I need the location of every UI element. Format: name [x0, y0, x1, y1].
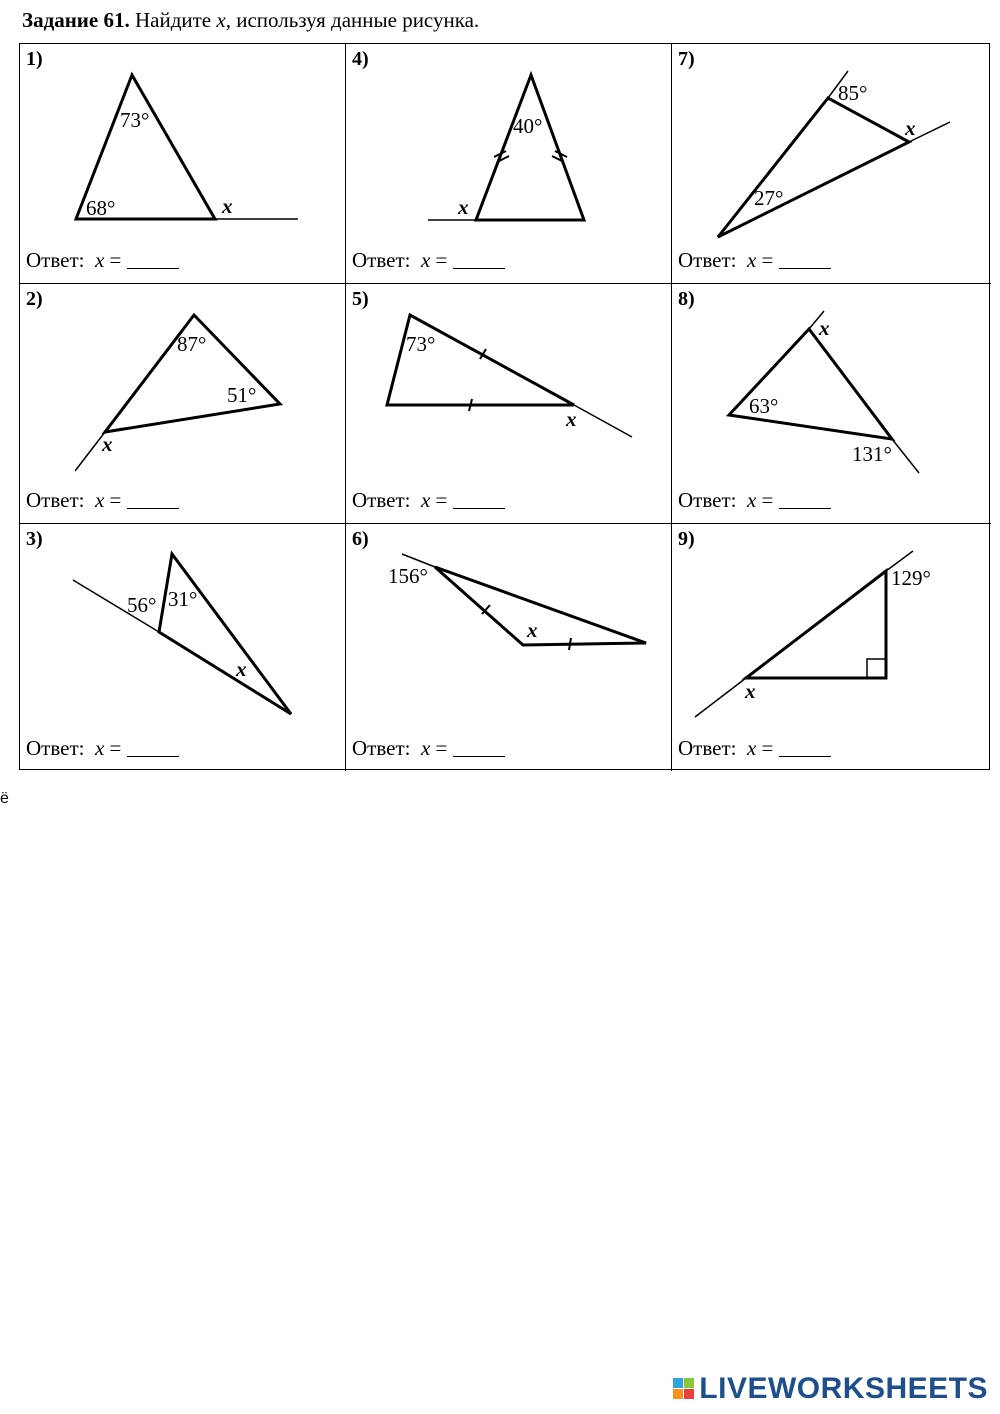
triangle-figure-4 — [346, 44, 672, 244]
answer-label: Ответ: — [26, 488, 95, 512]
instruction-text-end: , используя данные рисунка. — [225, 8, 480, 32]
answer-blank[interactable] — [453, 250, 505, 269]
answer-label: Ответ: — [352, 736, 421, 760]
angle-label: 156° — [388, 564, 428, 588]
triangle-figure-9 — [672, 524, 991, 724]
liveworksheets-logo — [673, 1372, 988, 1406]
answer-variable: x — [746, 488, 757, 512]
unknown-angle-label: x — [102, 432, 113, 456]
angle-label: 68° — [86, 196, 116, 220]
unknown-angle-label: x — [745, 679, 756, 703]
triangle-figure-3 — [20, 524, 346, 724]
unknown-angle-label: x — [566, 407, 577, 431]
answer-line — [26, 736, 179, 761]
unknown-angle-label: x — [819, 316, 830, 340]
answer-label: Ответ: — [678, 736, 747, 760]
problem-number: 1) — [26, 48, 43, 70]
problem-number: 6) — [352, 528, 369, 550]
angle-label: 40° — [513, 114, 543, 138]
angle-label: 63° — [749, 394, 779, 418]
problem-number: 3) — [26, 528, 43, 550]
angle-label: 73° — [120, 108, 150, 132]
answer-variable: x — [420, 736, 431, 760]
task-heading — [22, 8, 479, 33]
unknown-angle-label: x — [222, 194, 233, 218]
problem-cell-1 — [20, 44, 346, 284]
logo-icon — [673, 1378, 695, 1400]
answer-variable: x — [746, 736, 757, 760]
answer-line — [352, 488, 505, 513]
answer-equals: = — [756, 488, 779, 512]
problem-number: 7) — [678, 48, 695, 70]
answer-blank[interactable] — [779, 250, 831, 269]
problem-number: 2) — [26, 288, 43, 310]
answer-blank[interactable] — [127, 490, 179, 509]
triangle-figure-2 — [20, 284, 346, 484]
answer-line — [26, 488, 179, 513]
problem-cell-3 — [20, 524, 346, 771]
angle-label: 31° — [168, 587, 198, 611]
angle-label: 131° — [852, 442, 892, 466]
problem-grid — [19, 43, 990, 770]
triangle-figure-8 — [672, 284, 991, 484]
problem-cell-4 — [346, 44, 672, 284]
instruction-text: Найдите — [129, 8, 217, 32]
problem-cell-5 — [346, 284, 672, 524]
angle-label: 51° — [227, 383, 257, 407]
answer-label: Ответ: — [26, 248, 95, 272]
answer-label: Ответ: — [352, 488, 421, 512]
problem-number: 5) — [352, 288, 369, 310]
answer-line — [678, 248, 831, 273]
answer-blank[interactable] — [127, 250, 179, 269]
instruction-variable: x — [216, 8, 226, 32]
answer-label: Ответ: — [678, 248, 747, 272]
problem-cell-9 — [672, 524, 991, 771]
answer-line — [352, 736, 505, 761]
answer-equals: = — [104, 248, 127, 272]
answer-equals: = — [430, 736, 453, 760]
answer-line — [352, 248, 505, 273]
logo-text: LIVEWORKSHEETS — [699, 1372, 988, 1405]
triangle-figure-5 — [346, 284, 672, 484]
answer-blank[interactable] — [453, 490, 505, 509]
answer-line — [678, 736, 831, 761]
problem-number: 9) — [678, 528, 695, 550]
unknown-angle-label: x — [458, 195, 469, 219]
answer-line — [678, 488, 831, 513]
problem-cell-8 — [672, 284, 991, 524]
unknown-angle-label: x — [236, 657, 247, 681]
problem-number: 8) — [678, 288, 695, 310]
problem-number: 4) — [352, 48, 369, 70]
answer-variable: x — [94, 488, 105, 512]
unknown-angle-label: x — [527, 618, 538, 642]
answer-variable: x — [94, 248, 105, 272]
answer-label: Ответ: — [352, 248, 421, 272]
answer-variable: x — [746, 248, 757, 272]
angle-label: 129° — [891, 566, 931, 590]
unknown-angle-label: x — [905, 116, 916, 140]
angle-label: 85° — [838, 81, 868, 105]
triangle-figure-6 — [346, 524, 672, 724]
angle-label: 56° — [127, 593, 157, 617]
answer-equals: = — [756, 248, 779, 272]
answer-blank[interactable] — [779, 738, 831, 757]
answer-label: Ответ: — [26, 736, 95, 760]
answer-equals: = — [756, 736, 779, 760]
problem-cell-2 — [20, 284, 346, 524]
answer-line — [26, 248, 179, 273]
answer-equals: = — [430, 248, 453, 272]
answer-blank[interactable] — [127, 738, 179, 757]
problem-cell-7 — [672, 44, 991, 284]
answer-variable: x — [420, 488, 431, 512]
angle-label: 87° — [177, 332, 207, 356]
answer-blank[interactable] — [453, 738, 505, 757]
angle-label: 27° — [754, 186, 784, 210]
answer-equals: = — [104, 488, 127, 512]
answer-equals: = — [104, 736, 127, 760]
answer-variable: x — [94, 736, 105, 760]
triangle-figure-7 — [672, 44, 991, 244]
task-number: Задание 61. — [22, 8, 130, 32]
problem-cell-6 — [346, 524, 672, 771]
stray-character: ё — [0, 790, 9, 807]
answer-blank[interactable] — [779, 490, 831, 509]
angle-label: 73° — [406, 332, 436, 356]
answer-variable: x — [420, 248, 431, 272]
answer-label: Ответ: — [678, 488, 747, 512]
answer-equals: = — [430, 488, 453, 512]
triangle-figure-1 — [20, 44, 346, 244]
